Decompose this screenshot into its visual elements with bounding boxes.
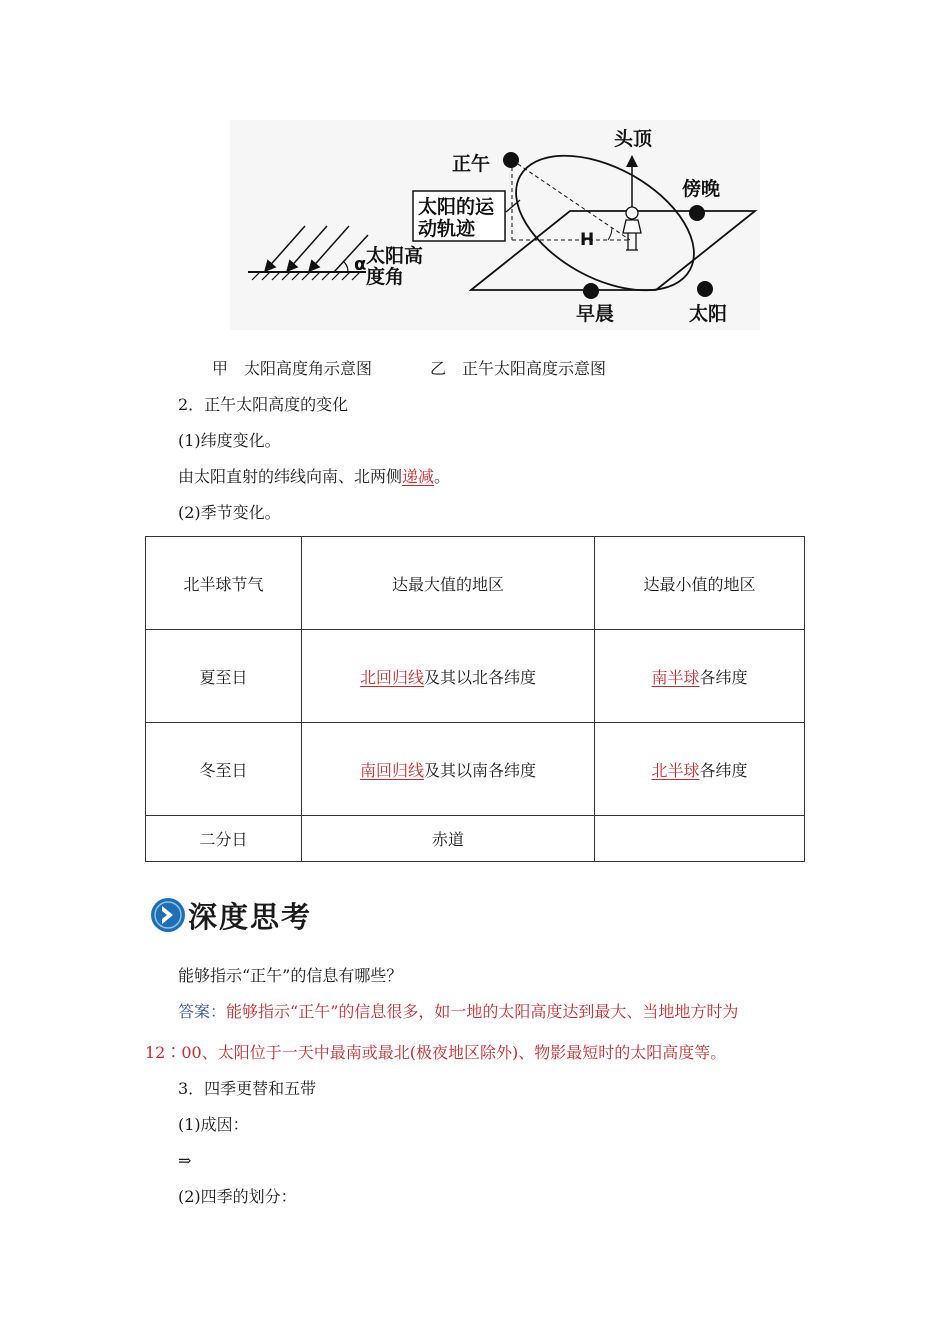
noon-label: 正午 — [452, 153, 491, 175]
answer-decrease: 递减 — [402, 467, 435, 486]
body-suffix: 。 — [434, 467, 451, 486]
h-label: H — [580, 230, 595, 250]
think-question: 能够指示“正午”的信息有哪些？ — [178, 966, 403, 985]
cell-max-answer: 北回归线 — [359, 667, 424, 687]
angle-label-line1: 太阳高 — [366, 245, 424, 267]
morning-label: 早晨 — [576, 303, 615, 325]
season-table — [145, 536, 805, 862]
think-answer-line1 — [178, 1002, 738, 1022]
evening-label: 傍晚 — [682, 178, 721, 200]
answer-label: 答案： — [178, 1002, 227, 1021]
table-row — [146, 723, 805, 816]
table-row — [146, 816, 805, 862]
caption-jia-marker: 甲 — [212, 359, 229, 378]
cell-term: 夏至日 — [146, 630, 302, 723]
caption-yi — [430, 359, 606, 379]
header-min-region: 达最小值的地区 — [595, 537, 805, 630]
section-3-arrow: ⇒ — [178, 1151, 192, 1170]
alpha-label: α — [354, 254, 367, 275]
chevron-right-icon — [150, 897, 186, 933]
cell-term: 二分日 — [146, 816, 302, 862]
cell-term: 冬至日 — [146, 723, 302, 816]
section-2-item-1-body — [178, 467, 450, 487]
header-solar-term: 北半球节气 — [146, 537, 302, 630]
sun-label: 太阳 — [689, 303, 728, 325]
body-prefix: 由太阳直射的纬线向南、北两侧 — [178, 467, 403, 486]
section-3-title: 3．四季更替和五带 — [178, 1079, 317, 1098]
section-2-item-1: (1)纬度变化。 — [178, 431, 281, 450]
caption-jia-text: 太阳高度角示意图 — [244, 359, 373, 378]
cell-min — [595, 816, 805, 862]
angle-label-line2: 度角 — [366, 266, 405, 288]
cell-max-rest: 及其以北各纬度 — [424, 667, 537, 687]
cell-min-answer: 南半球 — [651, 667, 700, 687]
caption-yi-marker: 乙 — [430, 359, 447, 378]
caption-yi-text: 正午太阳高度示意图 — [462, 359, 607, 378]
legend-sun-dot — [697, 281, 713, 297]
zenith-label: 头顶 — [614, 128, 653, 150]
morning-sun-dot — [583, 283, 599, 299]
caption-jia — [212, 359, 372, 379]
header-max-region: 达最大值的地区 — [302, 537, 595, 630]
cell-min-rest: 各纬度 — [699, 760, 748, 780]
cell-min — [595, 630, 805, 723]
table-row — [146, 630, 805, 723]
cell-min-answer: 北半球 — [651, 760, 700, 780]
cell-max — [302, 816, 595, 862]
cell-min-rest: 各纬度 — [699, 667, 748, 687]
cell-max-answer: 南回归线 — [359, 760, 424, 780]
sun-altitude-figure — [230, 120, 760, 330]
cell-min — [595, 723, 805, 816]
answer-text-line1: 能够指示“正午”的信息很多，如一地的太阳高度达到最大、当地地方时为 — [226, 1002, 739, 1021]
banner-title: 深度思考 — [188, 900, 313, 934]
noon-sun-dot — [503, 152, 519, 168]
table-header-row — [146, 537, 805, 630]
section-3-item-1: (1)成因： — [178, 1115, 249, 1134]
section-3-item-2: (2)四季的划分： — [178, 1187, 297, 1206]
section-2-title: 2．正午太阳高度的变化 — [178, 395, 349, 414]
section-2-item-2: (2)季节变化。 — [178, 503, 281, 522]
track-label-line2: 动轨迹 — [418, 218, 476, 240]
cell-max-rest: 及其以南各纬度 — [424, 760, 537, 780]
cell-max — [302, 630, 595, 723]
think-answer-line2: 12∶00、太阳位于一天中最南或最北(极夜地区除外)、物影最短时的太阳高度等。 — [145, 1043, 727, 1062]
cell-max — [302, 723, 595, 816]
evening-sun-dot — [689, 205, 705, 221]
track-label-line1: 太阳的运 — [418, 196, 495, 218]
cell-max-rest: 赤道 — [431, 830, 464, 849]
